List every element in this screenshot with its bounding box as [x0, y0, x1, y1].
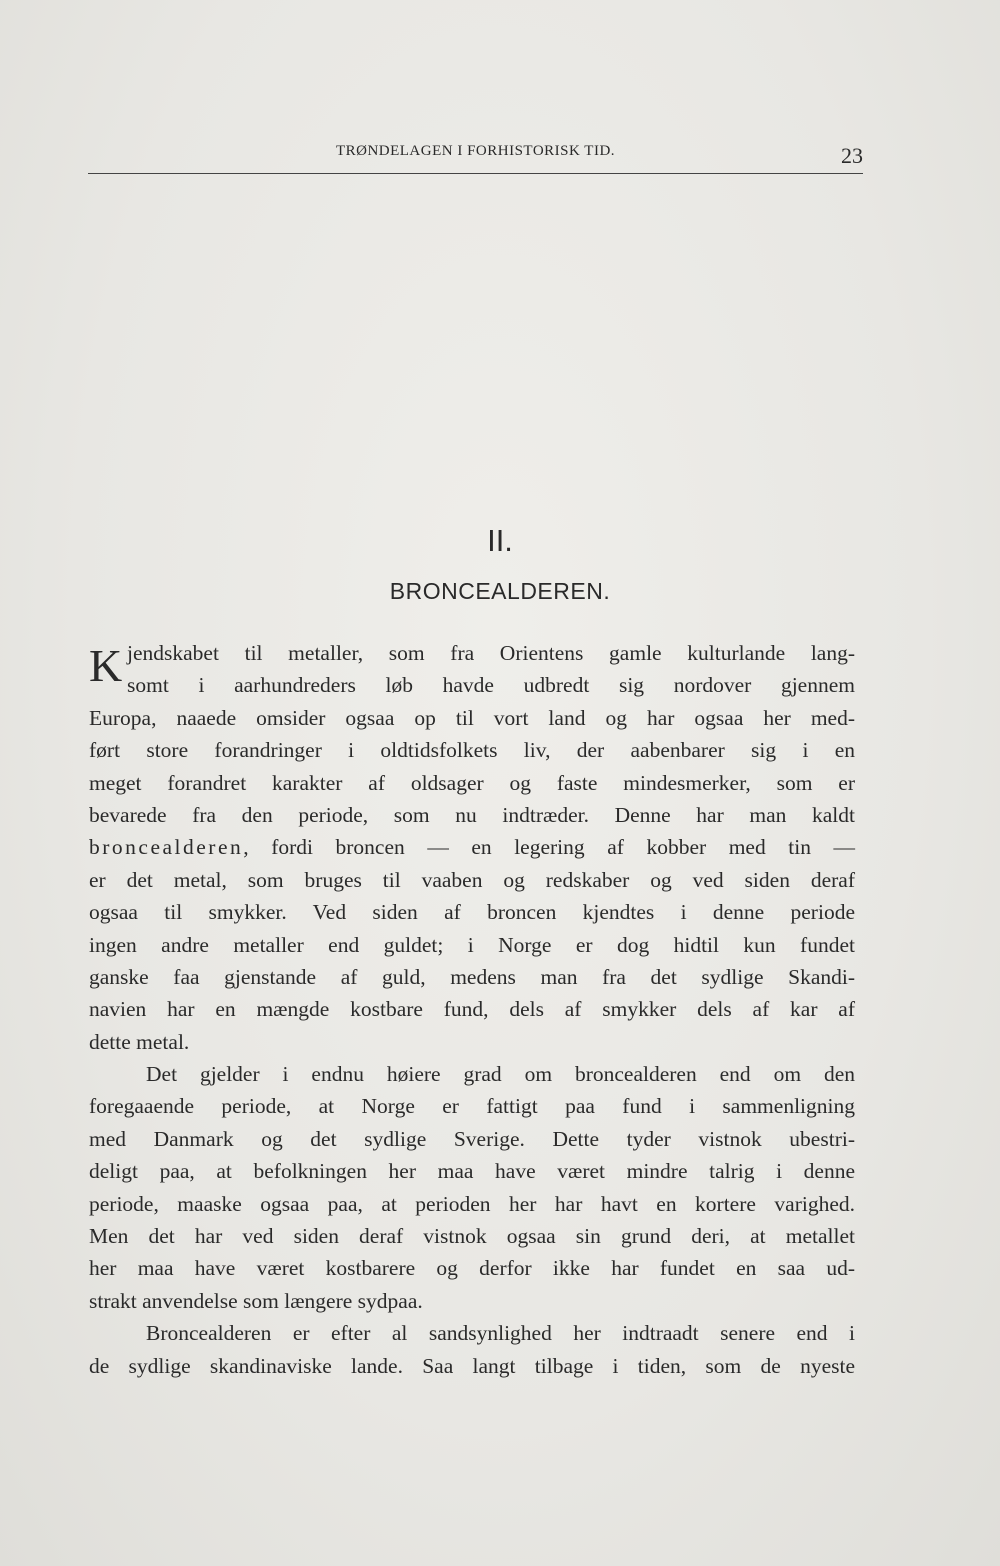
text-line: navien har en mængde kostbare fund, dels af smykker dels af kar af	[89, 997, 855, 1022]
drop-cap-initial: K	[89, 640, 123, 691]
text-line: jendskabet til metaller, som fra Orientens gamle kulturlande lang-	[127, 641, 855, 665]
text-line: ogsaa til smykker. Ved siden af broncen kjendtes i denne periode	[89, 900, 855, 925]
text-line-rest: , fordi broncen — en legering af kobber med tin —	[243, 835, 855, 860]
text-line: ført store forandringer i oldtidsfolkets liv, der aabenbarer sig i en	[89, 738, 855, 763]
body-text	[89, 637, 855, 1382]
text-line: foregaaende periode, at Norge er fattigt paa fund i sammenligning	[89, 1094, 855, 1119]
text-line: ganske faa gjenstande af guld, medens man fra det sydlige Skandi-	[89, 964, 855, 989]
text-line: med Danmark og det sydlige Sverige. Dette tyder vistnok ubestri-	[89, 1126, 855, 1151]
text-line: bevarede fra den periode, som nu indtræder. Denne har man kaldt	[89, 802, 855, 827]
text-line: deligt paa, at befolkningen her maa have været mindre talrig i denne	[89, 1159, 855, 1184]
text-line: Det gjelder i endnu høiere grad om broncealderen end om den	[146, 1062, 855, 1087]
text-line: ingen andre metaller end guldet; i Norge er dog hidtil kun fundet	[89, 932, 855, 957]
emphasized-term: broncealderen	[89, 835, 244, 860]
running-head	[88, 143, 863, 173]
chapter-title: BRONCEALDEREN.	[389, 578, 611, 604]
text-line: periode, maaske ogsaa paa, at perioden her har havt en kortere varighed.	[89, 1191, 855, 1216]
text-line	[89, 831, 855, 863]
text-line: somt i aarhundreders løb havde udbredt sig nordover gjennem	[127, 673, 855, 698]
text-line: Broncealderen er efter al sandsynlighed her indtraadt senere end i	[146, 1321, 855, 1346]
text-line: er det metal, som bruges til vaaben og redskaber og ved siden deraf	[89, 867, 855, 892]
text-line: meget forandret karakter af oldsager og faste mindesmerker, som er	[89, 770, 855, 795]
page-number: 23	[841, 143, 863, 168]
chapter-number: II.	[487, 523, 513, 558]
header-rule	[88, 173, 863, 174]
text-line: de sydlige skandinaviske lande. Saa langt tilbage i tiden, som de nyeste	[89, 1353, 855, 1378]
running-title: TRØNDELAGEN I FORHISTORISK TID.	[335, 143, 616, 159]
text-line: Europa, naaede omsider ogsaa op til vort land og har ogsaa her med-	[89, 705, 855, 730]
text-line: dette metal.	[89, 1029, 190, 1054]
text-line: Men det har ved siden deraf vistnok ogsaa sin grund deri, at metallet	[89, 1224, 855, 1249]
text-line: strakt anvendelse som længere sydpaa.	[89, 1288, 423, 1313]
text-line: her maa have været kostbarere og derfor ikke har fundet en saa ud-	[89, 1256, 855, 1281]
